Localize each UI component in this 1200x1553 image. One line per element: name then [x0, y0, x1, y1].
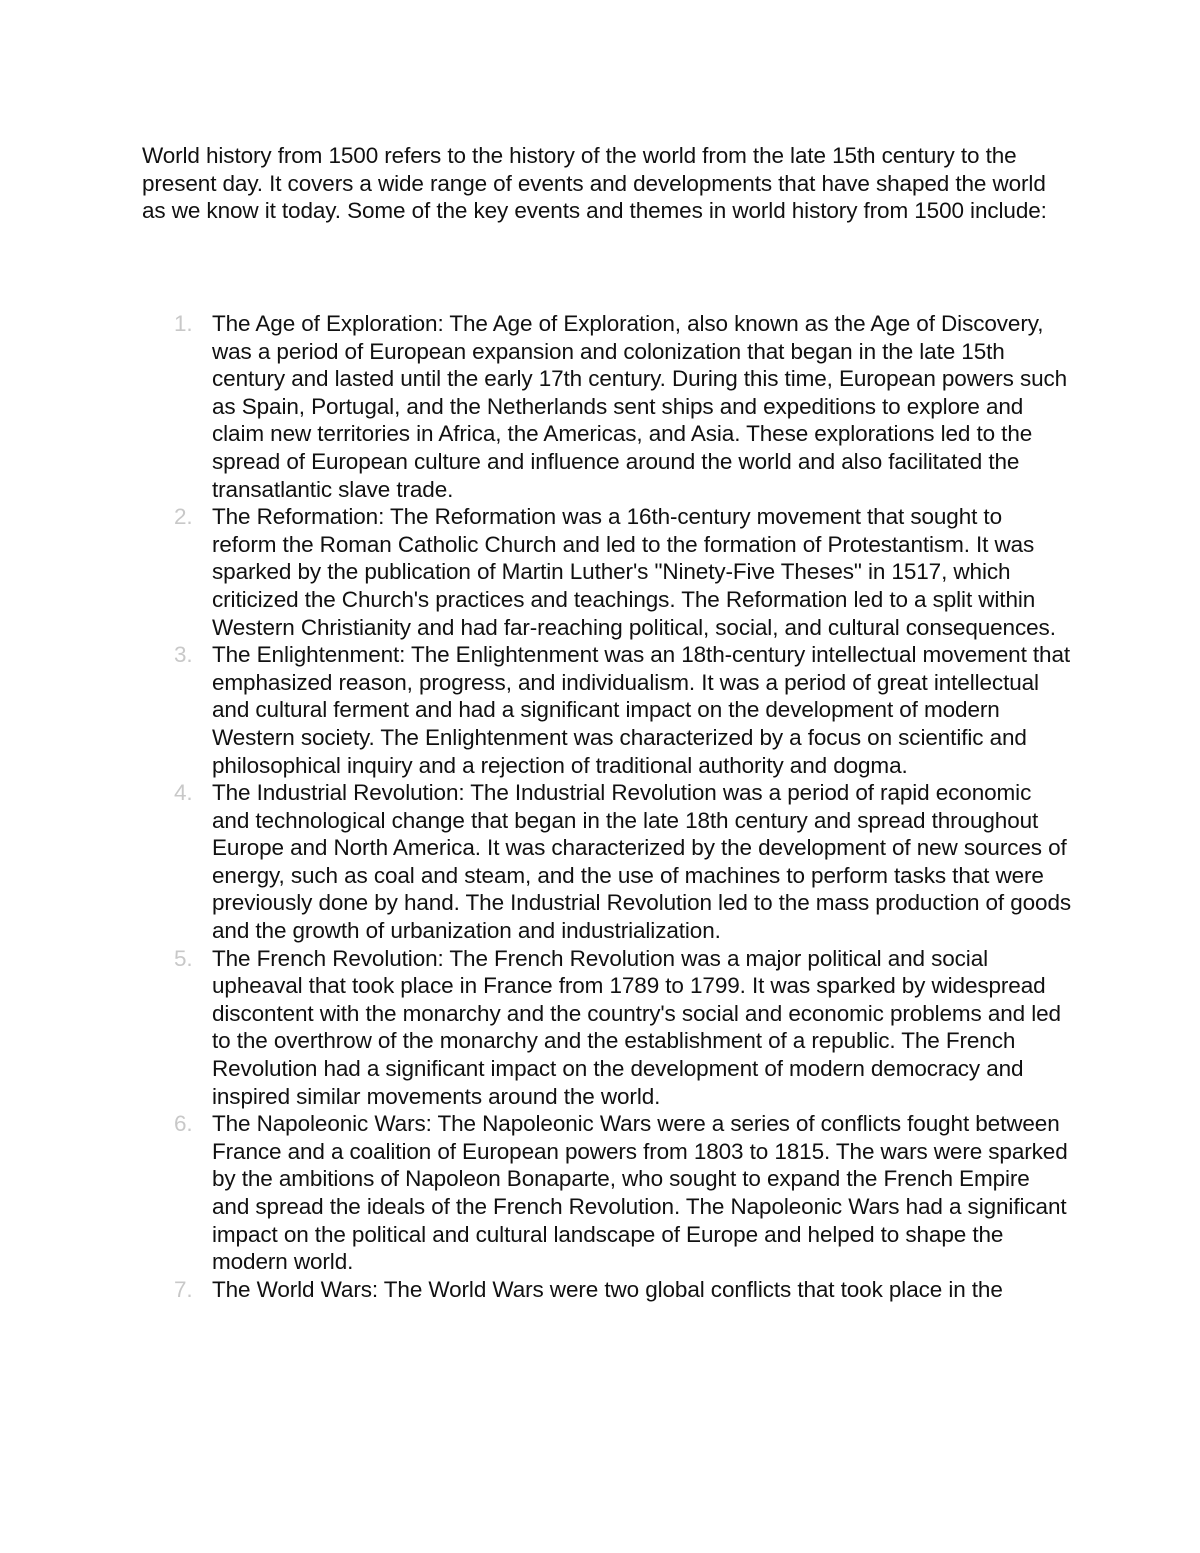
list-number: 6. [174, 1111, 193, 1137]
list-number: 3. [174, 642, 193, 668]
list-item-text: The Enlightenment: The Enlightenment was an 18th-century intellectual movement that emphasized reason, progress, and individualism. It was a period of great intellectual and cultural ferment and had a significant impact on the development of modern Western society. The Enlightenment was characterized by a focus on scientific and philosophical inquiry and a rejection of traditional authority and dogma. [212, 642, 1071, 778]
list-item-text: The Napoleonic Wars: The Napoleonic Wars were a series of conflicts fought between France and a coalition of European powers from 1803 to 1815. The wars were sparked by the ambitions of Napoleon Bonaparte, who sought to expand the French Empire and spread the ideals of the French Revolution. The Napoleonic Wars had a significant impact on the political and cultural landscape of Europe and helped to shape the modern world. [212, 1111, 1068, 1275]
list-item [142, 641, 1072, 779]
list-item [142, 310, 1072, 503]
intro-paragraph: World history from 1500 refers to the history of the world from the late 15th century to the present day. It covers a wide range of events and developments that have shaped the world as we know it today. Some of the key events and themes in world history from 1500 include: [142, 143, 1047, 224]
list-item [142, 1276, 1072, 1304]
list-item-text: The Reformation: The Reformation was a 16th-century movement that sought to reform the Roman Catholic Church and led to the formation of Protestantism. It was sparked by the publication of Martin Luther's "Ninety-Five Theses" in 1517, which criticized the Church's practices and teachings. The Reformation led to a split within Western Christianity and had far-reaching political, social, and cultural consequences. [212, 504, 1056, 640]
events-list [142, 310, 1072, 1303]
list-number: 2. [174, 504, 193, 530]
list-number: 5. [174, 945, 193, 971]
list-item-text: The Age of Exploration: The Age of Exploration, also known as the Age of Discovery, was a period of European expansion and colonization that began in the late 15th century and lasted until the early 17th century. During this time, European powers such as Spain, Portugal, and the Netherlands sent ships and expeditions to explore and claim new territories in Africa, the Americas, and Asia. These explorations led to the spread of European culture and influence around the world and also facilitated the transatlantic slave trade. [212, 311, 1068, 502]
list-item [142, 1110, 1072, 1276]
list-item-text: The French Revolution: The French Revolution was a major political and social upheaval that took place in France from 1789 to 1799. It was sparked by widespread discontent with the monarchy and the country's social and economic problems and led to the overthrow of the monarchy and the establishment of a republic. The French Revolution had a significant impact on the development of modern democracy and inspired similar movements around the world. [212, 945, 1061, 1109]
list-number: 1. [174, 311, 193, 336]
list-item-text: The World Wars: The World Wars were two global conflicts that took place in the [212, 1276, 1003, 1302]
list-number: 7. [174, 1276, 193, 1302]
list-item [142, 945, 1072, 1111]
list-item-text: The Industrial Revolution: The Industrial Revolution was a period of rapid economic and technological change that began in the late 18th century and spread throughout Europe and North America. It was characterized by the development of new sources of energy, such as coal and steam, and the use of machines to perform tasks that were previously done by hand. The Industrial Revolution led to the mass production of goods and the growth of urbanization and industrialization. [212, 780, 1072, 944]
list-number: 4. [174, 780, 193, 806]
list-item [142, 503, 1072, 641]
list-item [142, 779, 1072, 945]
